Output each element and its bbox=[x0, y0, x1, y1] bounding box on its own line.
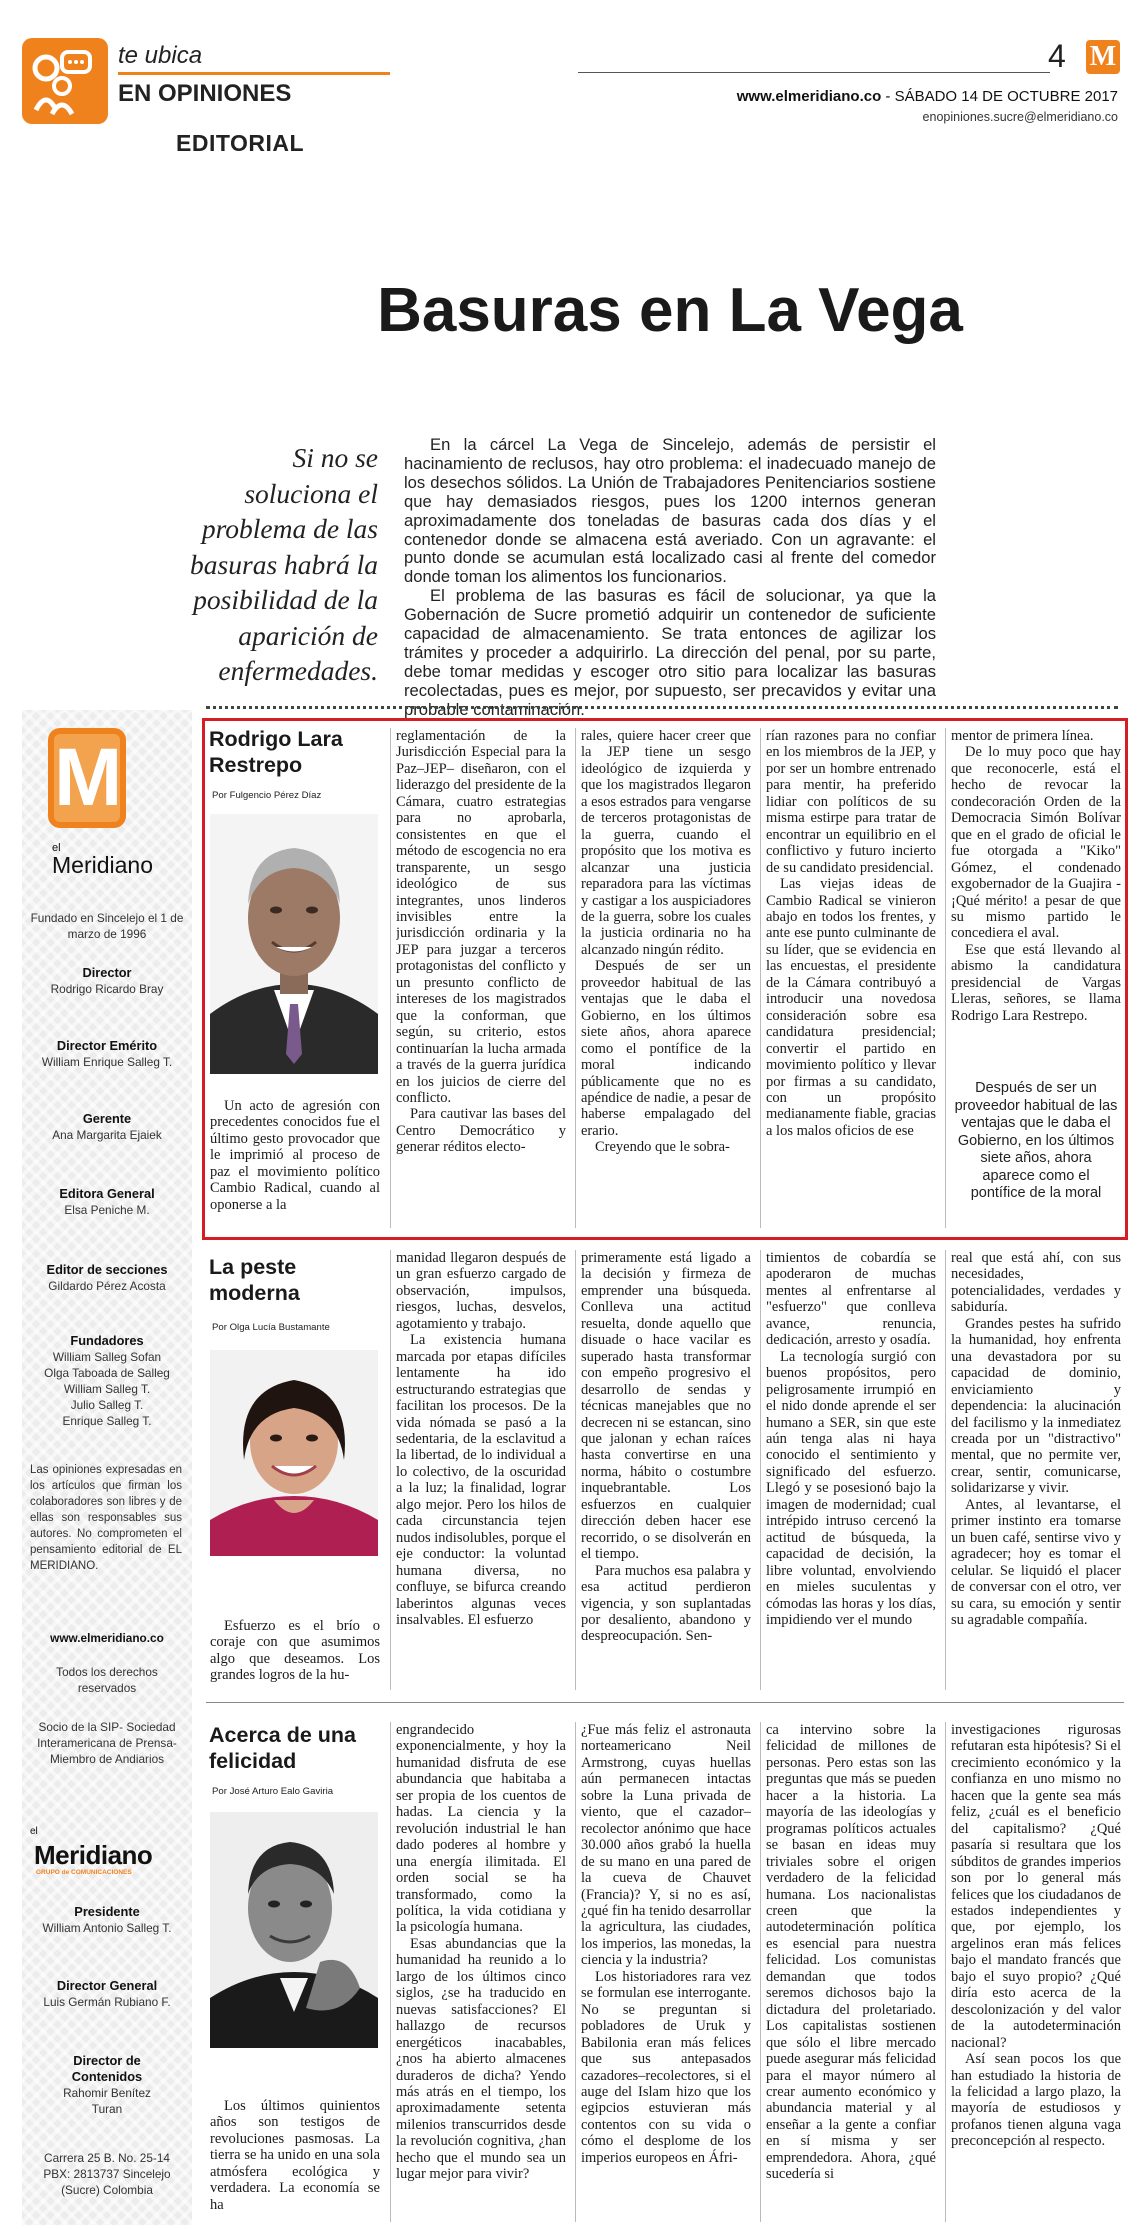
logo-name: Meridiano bbox=[52, 852, 153, 878]
disclaimer-text: Las opiniones expresadas en los artículos que firman los colaboradores son libres y de ellas son responsables sus autores. No comprometen el pensamiento editorial de EL MERIDIANO. bbox=[30, 1464, 182, 1572]
website-link[interactable]: www.elmeridiano.co bbox=[736, 88, 882, 105]
address-text: Carrera 25 B. No. 25-14 PBX: 2813737 Sincelejo (Sucre) Colombia bbox=[43, 2151, 171, 2197]
paragraph: De lo muy poco que hay que reconocerle, está el hecho de revocar la condecoración Orden de la Democracia Simón Bolívar que en el grado de oficial le fue otorgada a "Kiko" Gómez, el condenado exgobernador de la Guajira -¡Qué mérito! a pesar de que su mismo partido le concediera el aval. bbox=[951, 744, 1121, 942]
paragraph: rían razones para no confiar en los miembros de la JEP, y por ser un hombre entrenado para mentir, ha preferido lidiar con políticos de su misma estirpe para tratar de encontrar un equilibrio en el conflictivo y futuro incierto de su candidato presidencial. bbox=[766, 728, 936, 876]
column-rule bbox=[390, 1722, 391, 2222]
director-emerito-block bbox=[22, 1038, 192, 1070]
column-rule bbox=[945, 728, 946, 1228]
header-rule bbox=[578, 72, 1050, 73]
fundador-name: Enrique Salleg T. bbox=[62, 1414, 152, 1428]
editora-name: Elsa Peniche M. bbox=[64, 1203, 150, 1217]
director-contenidos-block bbox=[50, 2053, 164, 2117]
column-rule bbox=[760, 728, 761, 1228]
director-label: Director bbox=[82, 965, 132, 980]
contact-email[interactable]: enopiniones.sucre@elmeridiano.co bbox=[922, 110, 1118, 124]
paragraph: Los historiadores rara vez se formulan ese interrogante. No se preguntan si pobladores de Uruk y Babilonia eran más felices que sus antepasados cazadores–recolectores, si el auge del Islam hizo que los egipcios estuvieran más contentos con su vida o cómo el desplome de los imperios europeos en Áfri- bbox=[581, 1968, 751, 2166]
article1-col3 bbox=[581, 728, 751, 1228]
editor-secciones-block bbox=[22, 1262, 192, 1294]
paragraph: La tecnología surgió con buenos propósitos, pero peligrosamente irrumpió en el nido donde aprende el ser humano a SER, sin que este aún tenga alas ni haya conocido el sentimiento y significado del esfuerzo. Llegó y se posesionó bajo la imagen de modernidad; cual intrépido intruso cercenó la actitud de búsqueda, la capacidad de decisión, la libre voluntad, envolviendo en mieles suculentas y cómodas las horas y los días, impidiendo ver el mundo bbox=[766, 1348, 936, 1628]
paragraph: timientos de cobardía se apoderaron de muchas mentes al enfrentarse al "esfuerzo" que conlleva avance, renuncia, dedicación, arresto y osadía. bbox=[766, 1250, 936, 1349]
article1-col5 bbox=[951, 728, 1121, 1068]
column-rule bbox=[575, 728, 576, 1228]
paragraph: Para cautivar las bases del Centro Democrático y generar réditos electo- bbox=[396, 1106, 566, 1156]
article2-byline: Por Olga Lucía Bustamante bbox=[212, 1322, 330, 1333]
portrait-image bbox=[210, 1350, 378, 1556]
paragraph: primeramente está ligado a la decisión y firmeza de emprender una búsqueda. Conlleva una actitud resuelta, donde aquello que disuade o hace vacilar es superado hasta transformar con empeño progresivo el desarrollo de sendas y técnicas manejables que no decrecen ni se estancan, sino que jalonan y echan raíces hasta convertirse en una norma, hábito o costumbre inquebrantable. Los esfuerzos en cualquier dirección deben hacer ese recorrido, o se disolverán en el tiempo. bbox=[581, 1250, 751, 1563]
director-emerito-label: Director Emérito bbox=[56, 1038, 158, 1053]
fundador-name: William Salleg Sofan bbox=[52, 1350, 162, 1364]
founded-text: Fundado en Sincelejo el 1 de marzo de 1996 bbox=[30, 911, 184, 941]
paragraph: La existencia humana marcada por etapas difíciles lentamente ha ido estructurando estrategias que facilitan los procesos. De la vida nómada se pasó a la sedentaria, de la esclavitud a la libertad, de lo individual a lo colectivo, de la oscuridad a la luz; la finalidad, lograr algo mejor. Pero los hilos de cada circunstancia tejen nudos indisolubles, porque el eje conductor: la voluntad humana diversa, no confluye, se bifurca creando laberintos algunas veces insalvables. El esfuerzo bbox=[396, 1332, 566, 1628]
director-name: Rodrigo Ricardo Bray bbox=[50, 982, 164, 996]
fundadores-block bbox=[22, 1333, 192, 1429]
article2-col4 bbox=[766, 1250, 936, 1690]
article3-title: Acerca de una felicidad bbox=[209, 1723, 356, 1773]
paragraph: engrandecido exponencialmente, y hoy la humanidad disfruta de ese abundancia que habitaba a ser propia de los cuentos de hadas. La ciencia y la revolución industrial le han dado poderes al hombre y una energía ilimitada. El orden social se ha transformado, como la política, la vida cotidiana y la psicología humana. bbox=[396, 1722, 566, 1936]
article3-col4 bbox=[766, 1722, 936, 2227]
rights-text: Todos los derechos reservados bbox=[56, 1665, 158, 1695]
memberships-text: Socio de la SIP- Sociedad Interamericana de Prensa- Miembro de Andiarios bbox=[37, 1720, 177, 1766]
editorial-paragraph: En la cárcel La Vega de Sincelejo, además de persistir el hacinamiento de reclusos, hay otro problema: el inadecuado manejo de los desechos sólidos. La Unión de Trabajadores Penitenciarios sostiene que hay demasiados riesgos, pues los 1200 internos generan aproximadamente dos toneladas de basuras cada dos días y el contenedor donde se almacena está averiado. Con un agravante: el punto donde se acumulan está localizado casi al frente del comedor donde toman los alimentos los funcionarios. bbox=[404, 435, 936, 587]
director-general-label: Director General bbox=[56, 1978, 158, 1993]
presidente-label: Presidente bbox=[74, 1904, 140, 1919]
author-photo-article2 bbox=[210, 1350, 378, 1556]
director-general-block bbox=[22, 1978, 192, 2010]
paragraph: manidad llegaron después de un gran esfuerzo cargado de observación, impulsos, riesgos, luchas, desvelos, agotamiento y trabajo. bbox=[396, 1250, 566, 1332]
article3-col5 bbox=[951, 1722, 1121, 2227]
editorial-body bbox=[404, 436, 936, 720]
article2-col1 bbox=[210, 1618, 380, 1684]
article3-col3 bbox=[581, 1722, 751, 2227]
director-general-name: Luis Germán Rubiano F. bbox=[43, 1995, 171, 2009]
group-logo-el: el bbox=[30, 1826, 38, 1837]
paragraph: Las viejas ideas de Cambio Radical se vinieron abajo en todos los frentes, y ante ese punto culminante de su líder, que se evidencia en las encuestas, el presidente de la Cámara contribuyó a introducir una novedosa consideración sobre esa candidatura presidencial; convertir el partido en movimiento político y llevar por firmas a su candidato, con un propósito medianamente fiable, gracias a los malos oficios de ese bbox=[766, 876, 936, 1139]
director-block bbox=[22, 965, 192, 997]
gerente-label: Gerente bbox=[82, 1111, 132, 1126]
article1-byline: Por Fulgencio Pérez Díaz bbox=[212, 790, 322, 801]
paragraph: Así sean pocos los que han estudiado la historia de la felicidad a largo plazo, la mayoría de estudiosos y profanos tienen alguna vaga preconcepción al respecto. bbox=[951, 2051, 1121, 2150]
logo-el: el bbox=[52, 842, 61, 854]
editora-label: Editora General bbox=[59, 1186, 155, 1201]
opinion-people-icon bbox=[22, 38, 108, 124]
logo-letter: M bbox=[54, 732, 123, 823]
column-rule bbox=[390, 728, 391, 1228]
article1-col1 bbox=[210, 1098, 380, 1213]
brand-logo bbox=[22, 38, 108, 124]
section-brand: EN OPINIONES bbox=[118, 80, 292, 107]
paragraph: Esfuerzo es el brío o coraje con que asumimos algo que deseamos. Los grandes logros de la hu- bbox=[210, 1618, 380, 1684]
paragraph: Antes, al levantarse, el primer instinto era tomarse un buen café, sentirse vivo y agradecer; hoy es tomar el celular. Se liquidó el placer de conversar con el otro, ver su cara, su emoción y sentir su agradable compañía. bbox=[951, 1496, 1121, 1628]
column-rule bbox=[575, 1722, 576, 2222]
brand-tagline: te ubica bbox=[118, 42, 203, 69]
dateline bbox=[590, 88, 1118, 105]
article-divider bbox=[206, 1702, 1124, 1703]
paragraph: investigaciones rigurosas refutaran esta hipótesis? Si el crecimiento económico y la confianza en uno mismo no hacen que la gente sea más feliz, ¿cuál es el beneficio del capitalismo? ¿Qué pasaría si resultara que los súbditos de grandes imperios son por lo general más felices que los ciudadanos de estados independientes y que, por ejemplo, los argelinos eran más felices bajo el mandato francés que bajo el suyo propio? ¿Qué diría esto acerca de la descolonización y del valor de la autodeterminación nacional? bbox=[951, 1722, 1121, 2051]
article1-col2 bbox=[396, 728, 566, 1228]
article3-byline: Por José Arturo Ealo Gaviria bbox=[212, 1786, 334, 1797]
article3-col2 bbox=[396, 1722, 566, 2227]
column-rule bbox=[945, 1722, 946, 2222]
paragraph: Ese que está llevando al abismo la candidatura presidencial de Vargas Lleras, señores, se llama Rodrigo Lara Restrepo. bbox=[951, 941, 1121, 1024]
gerente-block bbox=[22, 1111, 192, 1143]
article1-col4 bbox=[766, 728, 936, 1228]
editorial-title: Basuras en La Vega bbox=[377, 276, 963, 345]
presidente-block bbox=[22, 1904, 192, 1936]
author-photo-article3 bbox=[210, 1812, 378, 2048]
paragraph: ca intervino sobre la felicidad de millones de personas. Pero estas son las preguntas que más se pueden hacer a la historia. La mayoría de las ideologías y programas políticos actuales se basan en ideas muy triviales sobre el origen verdadero de la felicidad humana. Los nacionalistas creen que la autodeterminación política es esencial para nuestra felicidad. Los comunistas demandan que todos seremos dichosos bajo la dictadura del proletariado. Los capitalistas sostienen que sólo el libre mercado puede asegurar más felicidad para el mayor número al crear aumento económico y abundancia material y al enseñar a la gente a confiar en sí misma y ser emprendedora. Ahora, ¿qué sucedería si bbox=[766, 1722, 936, 2183]
paragraph: reglamentación de la Jurisdicción Especial para la Paz–JEP– diseñaron, con el liderazgo del presidente de la Cámara, cuatro estrategias para no aprobarla, consistentes en que el método de escogencia no era transparente, un sesgo ideológico de sus integrantes, unos linderos invisibles entre la jurisdicción ordinaria y la JEP para juzgar a terceros protagonistas del conflicto y un presunto conflicto de intereses de los magistrados que la conforman, que según, su criterio, estos continuarían la lucha armada a través de la guerra jurídica en los juicios de cierre del conflicto. bbox=[396, 728, 566, 1106]
section-label: EDITORIAL bbox=[176, 130, 305, 156]
fundadores-label: Fundadores bbox=[70, 1333, 144, 1348]
editor-secciones-label: Editor de secciones bbox=[46, 1262, 168, 1277]
paragraph: mentor de primera línea. bbox=[951, 728, 1094, 744]
article1-pull-quote: Después de ser un proveedor habitual de las ventajas que le daba el Gobierno, en los últimos siete años, ahora aparece como el pontífice de la moral bbox=[954, 1080, 1118, 1201]
column-rule bbox=[390, 1250, 391, 1690]
paragraph: Después de ser un proveedor habitual de las ventajas que le daba el Gobierno, en los últimos siete años, ahora aparece como el pontífice de la moral indicando públicamente que no es apéndice de nadie, a pesar de haberse empalagado del erario. bbox=[581, 958, 751, 1139]
article2-col5 bbox=[951, 1250, 1121, 1690]
director-emerito-name: William Enrique Salleg T. bbox=[41, 1055, 173, 1069]
gerente-name: Ana Margarita Ejaiek bbox=[52, 1128, 162, 1142]
paragraph: real que está ahí, con sus necesidades, potencialidades, verdades y sabiduría. bbox=[951, 1250, 1121, 1316]
column-rule bbox=[760, 1722, 761, 2222]
header-accent-rule bbox=[118, 72, 390, 75]
article2-col2 bbox=[396, 1250, 566, 1690]
article2-title: La peste moderna bbox=[209, 1255, 300, 1305]
meridiano-badge-icon: M bbox=[1086, 40, 1120, 74]
fundador-name: William Salleg T. bbox=[63, 1382, 151, 1396]
editorial-pull-quote: Si no se soluciona el problema de las basuras habrá la posibilidad de la aparición de enfermedades. bbox=[190, 442, 378, 686]
portrait-image bbox=[210, 1812, 378, 2048]
article3-col1 bbox=[210, 2098, 380, 2213]
fundador-name: Olga Taboada de Salleg bbox=[44, 1366, 170, 1380]
editora-block bbox=[22, 1186, 192, 1218]
article1-title: Rodrigo Lara Restrepo bbox=[209, 727, 343, 777]
sidebar-website[interactable]: www.elmeridiano.co bbox=[50, 1631, 164, 1645]
article2-col3 bbox=[581, 1250, 751, 1690]
meridiano-logo bbox=[48, 728, 126, 828]
column-rule bbox=[760, 1250, 761, 1690]
paragraph: Un acto de agresión con precedentes conocidos fue el último gesto provocador que le imprimió al proceso de paz el movimiento político Cambio Radical, cuando al oponerse a la bbox=[210, 1098, 380, 1213]
paragraph: rales, quiere hacer creer que la JEP tiene un sesgo ideológico de izquierda y que los magistrados llegaron a esos estrados para vengarse de terceros protagonistas de la guerra, cuando el propósito que los motiva es alcanzar una justicia reparadora para las víctimas y castigar a los auspiciadores de la guerra, sobre los cuales la justicia ordinaria no ha alcanzado ningún rédito. bbox=[581, 728, 751, 958]
author-photo-article1 bbox=[210, 814, 378, 1074]
paragraph: Creyendo que le sobra- bbox=[595, 1139, 730, 1156]
group-logo-name: Meridiano bbox=[34, 1840, 153, 1870]
paragraph: Para muchos esa palabra y esa actitud perdieron vigencia, y son suplantadas por desaliento, abandono y despreocupación. Sen- bbox=[581, 1562, 751, 1645]
presidente-name: William Antonio Salleg T. bbox=[42, 1921, 172, 1935]
paragraph: Grandes pestes ha sufrido la humanidad, hoy enfrenta una devastadora por su capacidad de dominio, enviciamiento y dependencia: la alucinación del facilismo y la inmediatez creada por un "distractivo" mental, que no permite ver, crear, sentir, comunicarse, solidarizarse y vivir. bbox=[951, 1315, 1121, 1497]
fundador-name: Julio Salleg T. bbox=[70, 1398, 144, 1412]
column-rule bbox=[575, 1250, 576, 1690]
column-rule bbox=[945, 1250, 946, 1690]
page-number: 4 bbox=[1048, 38, 1066, 74]
paragraph: ¿Fue más feliz el astronauta norteamericano Neil Armstrong, cuyas huellas aún permanecen intactas sobre la Luna privada de viento, que el cazador–recolector anónimo que hace 30.000 años grabó la huella de su mano en una pared de la cueva de Chauvet (Francia)? Y, si no es así, ¿qué fin ha tenido desarrollar la agricultura, las ciudades, los imperios, las monedas, la ciencia y la industria? bbox=[581, 1722, 751, 1969]
director-contenidos-name: Rahomir Benítez Turan bbox=[63, 2086, 151, 2116]
editor-secciones-name: Gildardo Pérez Acosta bbox=[48, 1279, 166, 1293]
director-contenidos-label: Director de Contenidos bbox=[71, 2053, 143, 2084]
group-logo-sub: GRUPO de COMUNICACIONES bbox=[36, 1869, 132, 1876]
editorial-paragraph: El problema de las basuras es fácil de solucionar, ya que la Gobernación de Sucre prometió adquirir un contenedor de suficiente capacidad de almacenamiento. Se trata entonces de agilizar los trámites y proceder a adquirirlo. La dirección del penal, por su parte, debe tomar medidas y escoger otro sitio para localizar las basuras recolectadas, pues es mejor, por supuesto, ser precavidos y evitar una probable contaminación. bbox=[404, 586, 936, 719]
portrait-image bbox=[210, 814, 378, 1074]
date: - SÁBADO 14 DE OCTUBRE 2017 bbox=[881, 88, 1118, 105]
dotted-divider bbox=[206, 706, 1118, 709]
paragraph: Los últimos quinientos años son testigos de revoluciones pasmosas. La tierra se ha unido en una sola atmósfera ecológica y verdadera. La economía se ha bbox=[210, 2098, 380, 2213]
paragraph: Esas abundancias que la humanidad ha reunido a lo largo de los últimos cinco siglos, ¿se ha traducido en nuevas satisfacciones? El hallazgo de recursos energéticos inacabables, ¿nos ha abierto almacenes duraderos de dicha? Yendo más atrás en el tiempo, los aproximadamente setenta milenios transcurridos desde la revolución cognitiva, ¿han hecho que el mundo sea un lugar mejor para vivir? bbox=[396, 1935, 566, 2183]
